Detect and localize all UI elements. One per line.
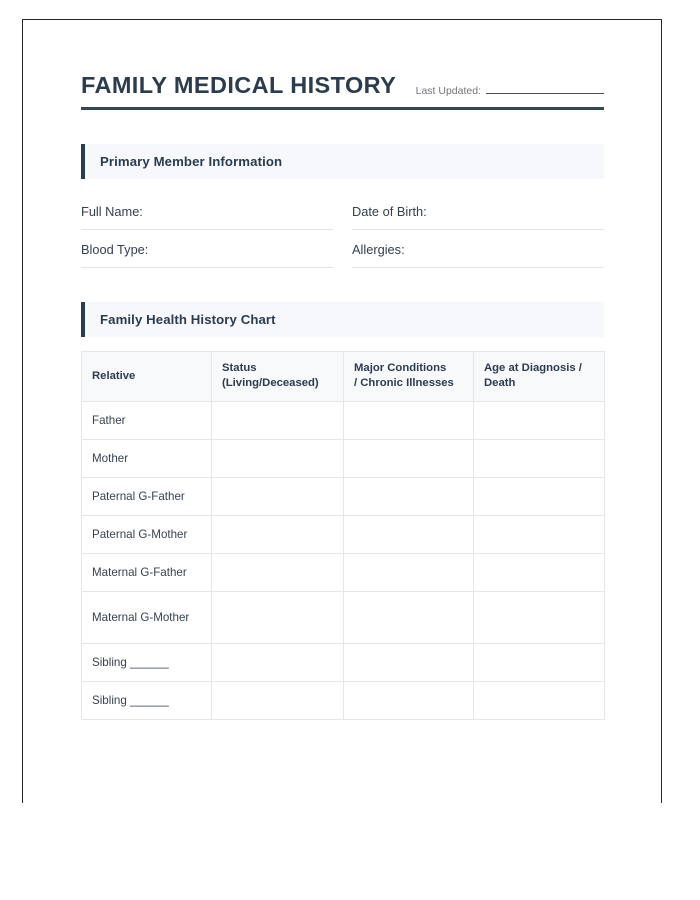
- cell-status[interactable]: [212, 401, 344, 439]
- document-header: [81, 73, 604, 103]
- table-row: [82, 477, 605, 515]
- primary-member-form: [81, 192, 604, 268]
- section-header-family-history: [81, 302, 604, 337]
- section-header-primary-member: [81, 144, 604, 179]
- cell-conditions[interactable]: [344, 643, 474, 681]
- cell-age[interactable]: [474, 439, 605, 477]
- column-header-line: (Living/Deceased): [222, 377, 319, 390]
- column-header-line: / Chronic Illnesses: [354, 377, 454, 390]
- field-label-allergies: Allergies:: [352, 241, 405, 257]
- table-body: [82, 401, 605, 719]
- cell-age[interactable]: [474, 401, 605, 439]
- field-allergies[interactable]: [352, 230, 604, 268]
- cell-conditions[interactable]: [344, 553, 474, 591]
- field-label-date-of-birth: Date of Birth:: [352, 203, 427, 219]
- cell-status[interactable]: [212, 681, 344, 719]
- column-header-age: [474, 351, 605, 401]
- table-row: [82, 439, 605, 477]
- cell-relative: Maternal G-Mother: [82, 591, 212, 643]
- cell-age[interactable]: [474, 477, 605, 515]
- column-header-status: [212, 351, 344, 401]
- cell-relative: Paternal G-Mother: [82, 515, 212, 553]
- cell-age[interactable]: [474, 643, 605, 681]
- cell-status[interactable]: [212, 643, 344, 681]
- column-header-conditions: [344, 351, 474, 401]
- column-header-relative: [82, 351, 212, 401]
- column-header-line: Death: [484, 377, 516, 390]
- last-updated-label: Last Updated:: [415, 84, 481, 97]
- document-page: [22, 19, 662, 803]
- field-blood-type[interactable]: [81, 230, 333, 268]
- cell-relative: Maternal G-Father: [82, 553, 212, 591]
- section-title-primary-member: Primary Member Information: [100, 153, 283, 169]
- cell-conditions[interactable]: [344, 401, 474, 439]
- cell-status[interactable]: [212, 477, 344, 515]
- column-header-line: Major Conditions: [354, 362, 447, 375]
- column-header-line: Age at Diagnosis /: [484, 362, 582, 375]
- last-updated-blank-input[interactable]: [486, 82, 604, 94]
- cell-status[interactable]: [212, 515, 344, 553]
- cell-status[interactable]: [212, 591, 344, 643]
- cell-relative: Mother: [82, 439, 212, 477]
- page-content: [81, 73, 604, 720]
- table-row: [82, 643, 605, 681]
- cell-relative: Father: [82, 401, 212, 439]
- table-row: [82, 681, 605, 719]
- cell-status[interactable]: [212, 553, 344, 591]
- cell-conditions[interactable]: [344, 591, 474, 643]
- cell-conditions[interactable]: [344, 515, 474, 553]
- table-row: [82, 401, 605, 439]
- cell-conditions[interactable]: [344, 439, 474, 477]
- column-header-line: Relative: [92, 369, 136, 382]
- cell-age[interactable]: [474, 553, 605, 591]
- cell-conditions[interactable]: [344, 477, 474, 515]
- table-row: [82, 515, 605, 553]
- page-title: FAMILY MEDICAL HISTORY: [81, 72, 397, 98]
- cell-age[interactable]: [474, 515, 605, 553]
- table-row: [82, 591, 605, 643]
- table-head: [82, 351, 605, 401]
- family-health-history-table: [81, 351, 605, 720]
- table-header-row: [82, 351, 605, 401]
- cell-relative: Sibling ______: [82, 643, 212, 681]
- title-divider: [81, 107, 604, 110]
- table-row: [82, 553, 605, 591]
- section-title-family-history: Family Health History Chart: [100, 311, 276, 327]
- field-label-full-name: Full Name:: [81, 203, 143, 219]
- cell-age[interactable]: [474, 591, 605, 643]
- field-full-name[interactable]: [81, 192, 333, 230]
- column-header-line: Status: [222, 362, 257, 375]
- cell-status[interactable]: [212, 439, 344, 477]
- cell-age[interactable]: [474, 681, 605, 719]
- cell-relative: Sibling ______: [82, 681, 212, 719]
- cell-relative: Paternal G-Father: [82, 477, 212, 515]
- last-updated-field[interactable]: [416, 82, 604, 99]
- field-date-of-birth[interactable]: [352, 192, 604, 230]
- field-label-blood-type: Blood Type:: [81, 241, 149, 257]
- cell-conditions[interactable]: [344, 681, 474, 719]
